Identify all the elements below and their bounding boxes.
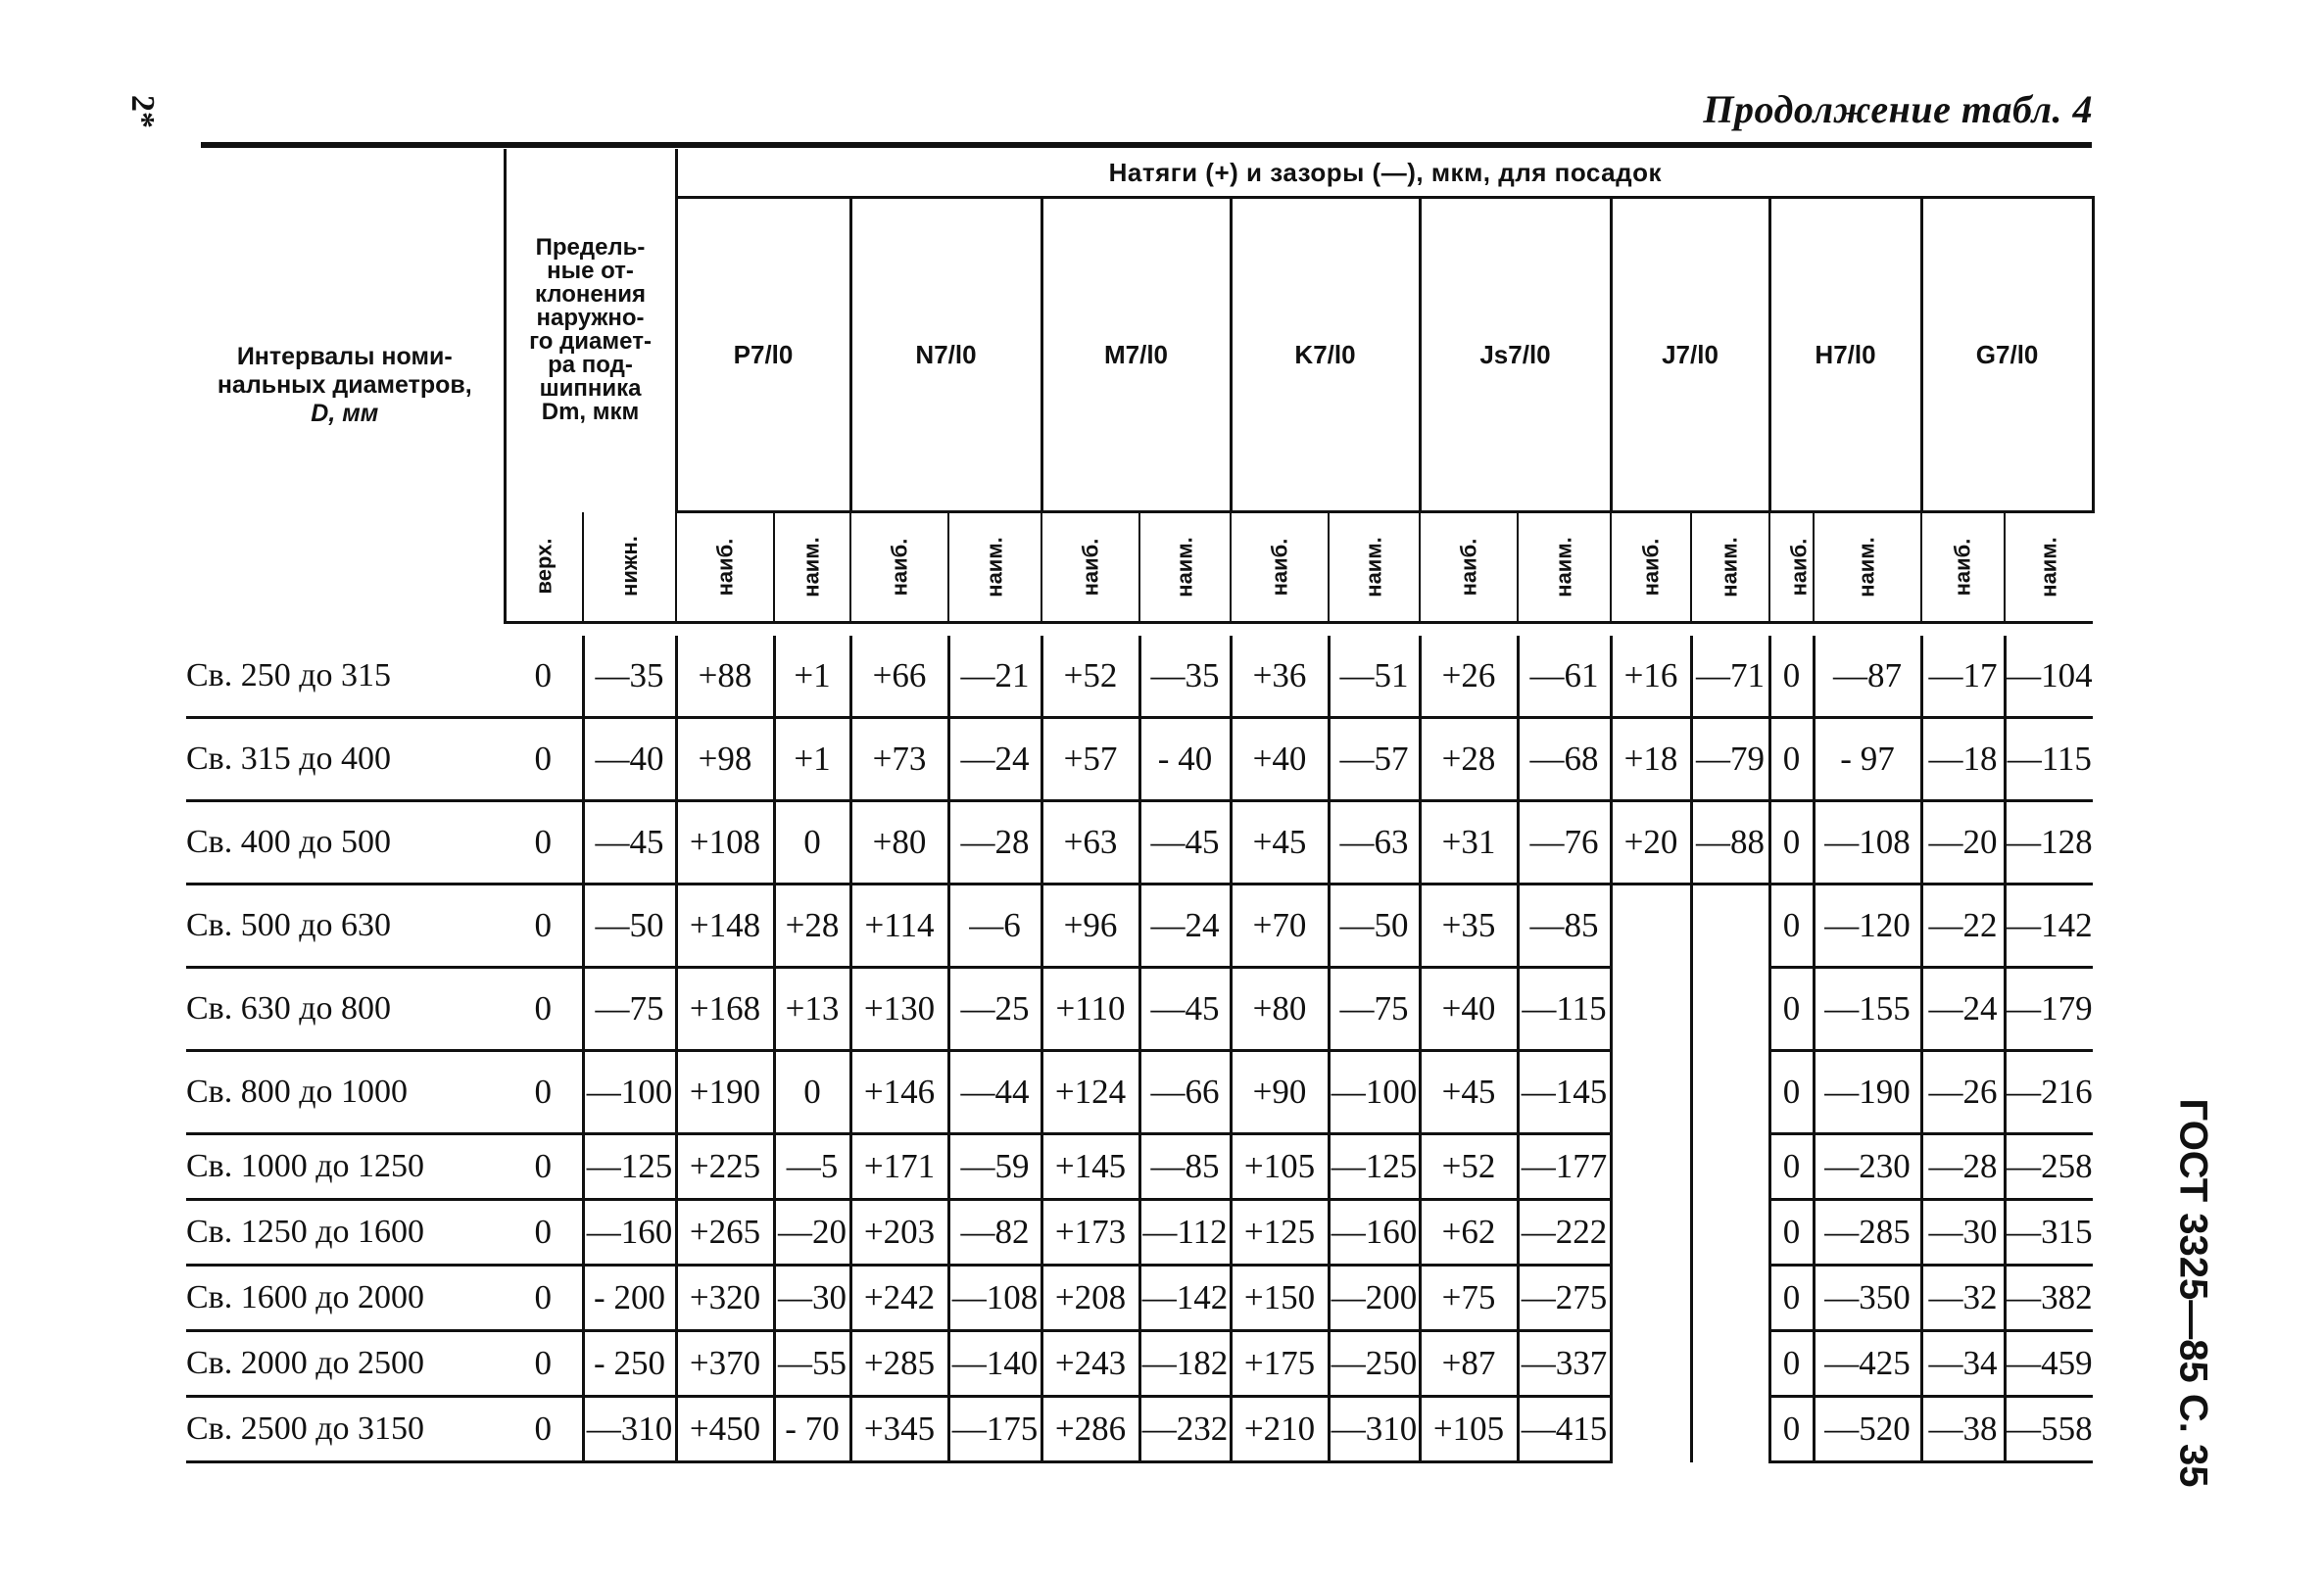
table-cell: —35: [1139, 636, 1231, 718]
subheader-min: наим.: [1518, 512, 1611, 623]
table-cell: —415: [1518, 1397, 1611, 1462]
table-cell: —20: [774, 1200, 850, 1266]
table-cell: [1691, 1051, 1769, 1134]
table-cell: +45: [1420, 1051, 1518, 1134]
table-cell: +125: [1231, 1200, 1329, 1266]
subheader-max: наиб.: [1611, 512, 1691, 623]
table-cell: —50: [1329, 885, 1420, 968]
table-cell: +146: [850, 1051, 948, 1134]
table-cell: —76: [1518, 801, 1611, 885]
table-cell: +26: [1420, 636, 1518, 718]
table-cell: —18: [1921, 718, 2005, 801]
table-cell: +35: [1420, 885, 1518, 968]
table-cell: —104: [2005, 636, 2093, 718]
subheader-max: наиб.: [676, 512, 774, 623]
header-deviations: [505, 149, 676, 512]
table-cell: 0: [505, 718, 583, 801]
table-cell: —24: [948, 718, 1041, 801]
table-cell: —350: [1814, 1266, 1921, 1331]
table-cell: [1691, 1266, 1769, 1331]
table-row: [186, 968, 2093, 1051]
header-fit-group: Натяги (+) и зазоры (—), мкм, для посадок: [676, 149, 2093, 198]
table-cell: +345: [850, 1397, 948, 1462]
table-cell: [1691, 1134, 1769, 1200]
table-cell: 0: [1769, 1051, 1814, 1134]
subheader-max: наиб.: [1921, 512, 2005, 623]
table-cell: —17: [1921, 636, 2005, 718]
header-dev-line6: ра под-: [548, 352, 633, 379]
table-cell: +70: [1231, 885, 1329, 968]
subheader-min: наим.: [948, 512, 1041, 623]
table-cell: 0: [1769, 1331, 1814, 1397]
table-cell: —425: [1814, 1331, 1921, 1397]
subheader-min: наим.: [1814, 512, 1921, 623]
table-cell: +13: [774, 968, 850, 1051]
table-cell: —160: [583, 1200, 676, 1266]
row-interval-label: Св. 630 до 800: [186, 968, 505, 1051]
table-cell: —100: [583, 1051, 676, 1134]
table-cell: 0: [505, 1200, 583, 1266]
table-cell: +150: [1231, 1266, 1329, 1331]
header-fit-n7: N7/l0: [850, 198, 1041, 512]
table-cell: - 97: [1814, 718, 1921, 801]
table-cell: +203: [850, 1200, 948, 1266]
table-cell: —315: [2005, 1200, 2093, 1266]
table-cell: +370: [676, 1331, 774, 1397]
table-cell: —177: [1518, 1134, 1611, 1200]
table-cell: +265: [676, 1200, 774, 1266]
table-row: [186, 718, 2093, 801]
table-cell: —45: [1139, 801, 1231, 885]
table-cell: —337: [1518, 1331, 1611, 1397]
subheader-max: наиб.: [1769, 512, 1814, 623]
table-cell: +98: [676, 718, 774, 801]
table-cell: —182: [1139, 1331, 1231, 1397]
table-cell: —216: [2005, 1051, 2093, 1134]
table-cell: —142: [1139, 1266, 1231, 1331]
table-cell: [1611, 968, 1691, 1051]
table-cell: 0: [774, 1051, 850, 1134]
table-cell: —20: [1921, 801, 2005, 885]
table-cell: —115: [1518, 968, 1611, 1051]
table-cell: +105: [1231, 1134, 1329, 1200]
table-cell: —28: [948, 801, 1041, 885]
table-row: [186, 1134, 2093, 1200]
table-cell: —40: [583, 718, 676, 801]
table-cell: +175: [1231, 1331, 1329, 1397]
table-cell: +80: [1231, 968, 1329, 1051]
table-cell: —82: [948, 1200, 1041, 1266]
table-cell: —79: [1691, 718, 1769, 801]
table-cell: +108: [676, 801, 774, 885]
table-cell: +173: [1041, 1200, 1139, 1266]
table-cell: +62: [1420, 1200, 1518, 1266]
table-cell: —45: [1139, 968, 1231, 1051]
row-interval-label: Св. 315 до 400: [186, 718, 505, 801]
table-cell: —71: [1691, 636, 1769, 718]
table-row: [186, 1051, 2093, 1134]
table-cell: —38: [1921, 1397, 2005, 1462]
subheader-upper: верх.: [505, 512, 583, 623]
table-cell: —108: [1814, 801, 1921, 885]
row-interval-label: Св. 1000 до 1250: [186, 1134, 505, 1200]
table-cell: —28: [1921, 1134, 2005, 1200]
table-cell: —520: [1814, 1397, 1921, 1462]
table-cell: —115: [2005, 718, 2093, 801]
table-cell: +52: [1041, 636, 1139, 718]
table-cell: [1691, 885, 1769, 968]
row-interval-label: Св. 1600 до 2000: [186, 1266, 505, 1331]
subheader-min: наим.: [774, 512, 850, 623]
table-cell: - 70: [774, 1397, 850, 1462]
header-dev-line4: наружно-: [536, 305, 645, 332]
table-cell: —230: [1814, 1134, 1921, 1200]
page-margin-mark: 2*: [124, 95, 161, 128]
table-row: [186, 1266, 2093, 1331]
table-cell: [1611, 1134, 1691, 1200]
table-cell: —140: [948, 1331, 1041, 1397]
table-cell: 0: [505, 885, 583, 968]
table-cell: +73: [850, 718, 948, 801]
table-cell: —175: [948, 1397, 1041, 1462]
table-cell: +148: [676, 885, 774, 968]
table-cell: +168: [676, 968, 774, 1051]
subheader-lower: нижн.: [583, 512, 676, 623]
header-intervals-line1: Интервалы номи-: [236, 343, 453, 371]
table-cell: —5: [774, 1134, 850, 1200]
table-cell: —35: [583, 636, 676, 718]
row-interval-label: Св. 2000 до 2500: [186, 1331, 505, 1397]
table-cell: - 40: [1139, 718, 1231, 801]
header-dev-line7: шипника: [539, 375, 642, 403]
table-cell: —108: [948, 1266, 1041, 1331]
table-cell: 0: [505, 1266, 583, 1331]
table-cell: —459: [2005, 1331, 2093, 1397]
table-cell: +96: [1041, 885, 1139, 968]
header-fit-p7: P7/l0: [676, 198, 850, 512]
table-cell: —285: [1814, 1200, 1921, 1266]
subheader-min: наим.: [1139, 512, 1231, 623]
table-cell: [1611, 1331, 1691, 1397]
table-cell: —30: [1921, 1200, 2005, 1266]
table-cell: [1611, 1200, 1691, 1266]
table-cell: —125: [1329, 1134, 1420, 1200]
table-cell: +57: [1041, 718, 1139, 801]
table-cell: 0: [1769, 1266, 1814, 1331]
table-cell: —310: [1329, 1397, 1420, 1462]
header-intervals-line2: нальных диаметров,: [217, 371, 472, 400]
table-cell: +450: [676, 1397, 774, 1462]
header-fit-j7: J7/l0: [1611, 198, 1769, 512]
row-interval-label: Св. 400 до 500: [186, 801, 505, 885]
table-cell: +210: [1231, 1397, 1329, 1462]
table-cell: +208: [1041, 1266, 1139, 1331]
header-fit-h7: H7/l0: [1769, 198, 1921, 512]
table-cell: —24: [1139, 885, 1231, 968]
table-row: [186, 636, 2093, 718]
table-cell: —258: [2005, 1134, 2093, 1200]
table-cell: —32: [1921, 1266, 2005, 1331]
table-cell: +90: [1231, 1051, 1329, 1134]
header-dev-line3: клонения: [535, 281, 646, 309]
standard-side-label: [2170, 1098, 2215, 1488]
table-cell: 0: [1769, 718, 1814, 801]
table-cell: —26: [1921, 1051, 2005, 1134]
table-cell: —59: [948, 1134, 1041, 1200]
table-cell: —88: [1691, 801, 1769, 885]
table-cell: +75: [1420, 1266, 1518, 1331]
table-cell: [1691, 1397, 1769, 1462]
table-cell: —142: [2005, 885, 2093, 968]
table-cell: —232: [1139, 1397, 1231, 1462]
row-interval-label: Св. 1250 до 1600: [186, 1200, 505, 1266]
table-cell: +18: [1611, 718, 1691, 801]
subheader-max: наиб.: [1420, 512, 1518, 623]
table-cell: —75: [583, 968, 676, 1051]
table-cell: —190: [1814, 1051, 1921, 1134]
table-cell: +40: [1231, 718, 1329, 801]
header-fit-k7: K7/l0: [1231, 198, 1420, 512]
table-cell: —22: [1921, 885, 2005, 968]
table-cell: 0: [1769, 968, 1814, 1051]
table-cell: 0: [1769, 1397, 1814, 1462]
table-cell: +63: [1041, 801, 1139, 885]
subheader-max: наиб.: [850, 512, 948, 623]
table-cell: —179: [2005, 968, 2093, 1051]
table-cell: - 250: [583, 1331, 676, 1397]
table-cell: —128: [2005, 801, 2093, 885]
table-row: [186, 801, 2093, 885]
table-cell: —125: [583, 1134, 676, 1200]
subheader-min: наим.: [2005, 512, 2093, 623]
table-cell: 0: [505, 968, 583, 1051]
table-cell: +20: [1611, 801, 1691, 885]
header-dev-line8: Dm, мкм: [541, 399, 640, 426]
table-cell: 0: [505, 1397, 583, 1462]
table-cell: —30: [774, 1266, 850, 1331]
header-fit-js7: Js7/l0: [1420, 198, 1611, 512]
table-cell: —558: [2005, 1397, 2093, 1462]
table-cell: +87: [1420, 1331, 1518, 1397]
row-interval-label: Св. 250 до 315: [186, 636, 505, 718]
table-cell: +190: [676, 1051, 774, 1134]
header-dev-line2: ные от-: [547, 258, 634, 285]
table-cell: [1691, 1200, 1769, 1266]
table-cell: +171: [850, 1134, 948, 1200]
table-cell: [1611, 885, 1691, 968]
table-cell: —61: [1518, 636, 1611, 718]
table-cell: +285: [850, 1331, 948, 1397]
table-cell: —21: [948, 636, 1041, 718]
table-cell: —24: [1921, 968, 2005, 1051]
table-cell: +105: [1420, 1397, 1518, 1462]
subheader-min: наим.: [1691, 512, 1769, 623]
table-cell: —66: [1139, 1051, 1231, 1134]
table-cell: —145: [1518, 1051, 1611, 1134]
table-cell: +80: [850, 801, 948, 885]
table-cell: [1691, 968, 1769, 1051]
table-cell: 0: [505, 1051, 583, 1134]
table-cell: 0: [774, 801, 850, 885]
continuation-header: Продолжение табл. 4: [1703, 87, 2093, 131]
table-cell: +16: [1611, 636, 1691, 718]
table-cell: —55: [774, 1331, 850, 1397]
table-cell: +88: [676, 636, 774, 718]
table-cell: 0: [505, 801, 583, 885]
table-cell: —57: [1329, 718, 1420, 801]
table-cell: —200: [1329, 1266, 1420, 1331]
table-cell: [1611, 1397, 1691, 1462]
table-row: [186, 1397, 2093, 1462]
header-dev-line1: Предель-: [535, 234, 646, 262]
header-dev-line5: го диамет-: [529, 328, 652, 356]
table-cell: —51: [1329, 636, 1420, 718]
table-cell: [1691, 1331, 1769, 1397]
table-cell: —222: [1518, 1200, 1611, 1266]
table-row: [186, 1200, 2093, 1266]
table-cell: —250: [1329, 1331, 1420, 1397]
table-cell: 0: [1769, 1200, 1814, 1266]
table-cell: +40: [1420, 968, 1518, 1051]
row-interval-label: Св. 800 до 1000: [186, 1051, 505, 1134]
table-cell: —100: [1329, 1051, 1420, 1134]
table-cell: +52: [1420, 1134, 1518, 1200]
table-cell: +36: [1231, 636, 1329, 718]
table-cell: +130: [850, 968, 948, 1051]
row-interval-label: Св. 500 до 630: [186, 885, 505, 968]
table-cell: 0: [505, 1331, 583, 1397]
table-cell: —112: [1139, 1200, 1231, 1266]
table-cell: +225: [676, 1134, 774, 1200]
table-cell: 0: [1769, 885, 1814, 968]
table-cell: - 200: [583, 1266, 676, 1331]
table-cell: —6: [948, 885, 1041, 968]
table-cell: +320: [676, 1266, 774, 1331]
table-cell: +110: [1041, 968, 1139, 1051]
table-cell: —85: [1139, 1134, 1231, 1200]
header-intervals: [186, 149, 505, 623]
table-cell: +31: [1420, 801, 1518, 885]
table-cell: —87: [1814, 636, 1921, 718]
table-cell: +145: [1041, 1134, 1139, 1200]
side-label-text: ГОСТ 3325—85 С. 35: [2171, 1098, 2215, 1488]
table-cell: —45: [583, 801, 676, 885]
table-cell: —63: [1329, 801, 1420, 885]
table-cell: —25: [948, 968, 1041, 1051]
row-interval-label: Св. 2500 до 3150: [186, 1397, 505, 1462]
subheader-min: наим.: [1329, 512, 1420, 623]
table-cell: —275: [1518, 1266, 1611, 1331]
table-cell: +114: [850, 885, 948, 968]
header-fit-m7: M7/l0: [1041, 198, 1231, 512]
table-row: [186, 1331, 2093, 1397]
table-cell: —155: [1814, 968, 1921, 1051]
table-cell: +45: [1231, 801, 1329, 885]
header-intervals-line3: D, мм: [311, 400, 379, 428]
header-fit-g7: G7/l0: [1921, 198, 2093, 512]
table-cell: —85: [1518, 885, 1611, 968]
table-cell: 0: [505, 1134, 583, 1200]
table-cell: —50: [583, 885, 676, 968]
table-cell: —160: [1329, 1200, 1420, 1266]
table-cell: +286: [1041, 1397, 1139, 1462]
table-cell: 0: [1769, 636, 1814, 718]
fits-table: [186, 149, 2095, 1463]
table-cell: [1611, 1051, 1691, 1134]
table-cell: [1611, 1266, 1691, 1331]
table-cell: 0: [505, 636, 583, 718]
table-cell: —310: [583, 1397, 676, 1462]
subheader-max: наиб.: [1231, 512, 1329, 623]
table-cell: +124: [1041, 1051, 1139, 1134]
table-cell: 0: [1769, 1134, 1814, 1200]
table-cell: —34: [1921, 1331, 2005, 1397]
table-cell: +242: [850, 1266, 948, 1331]
table-cell: —120: [1814, 885, 1921, 968]
table-cell: —382: [2005, 1266, 2093, 1331]
subheader-max: наиб.: [1041, 512, 1139, 623]
table-cell: +66: [850, 636, 948, 718]
table-cell: —68: [1518, 718, 1611, 801]
table-cell: +28: [774, 885, 850, 968]
table-cell: +28: [1420, 718, 1518, 801]
table-cell: —75: [1329, 968, 1420, 1051]
table-cell: +243: [1041, 1331, 1139, 1397]
table-cell: 0: [1769, 801, 1814, 885]
header-rule: [201, 142, 2092, 148]
table-cell: +1: [774, 636, 850, 718]
table-row: [186, 885, 2093, 968]
table-cell: —44: [948, 1051, 1041, 1134]
table-cell: +1: [774, 718, 850, 801]
